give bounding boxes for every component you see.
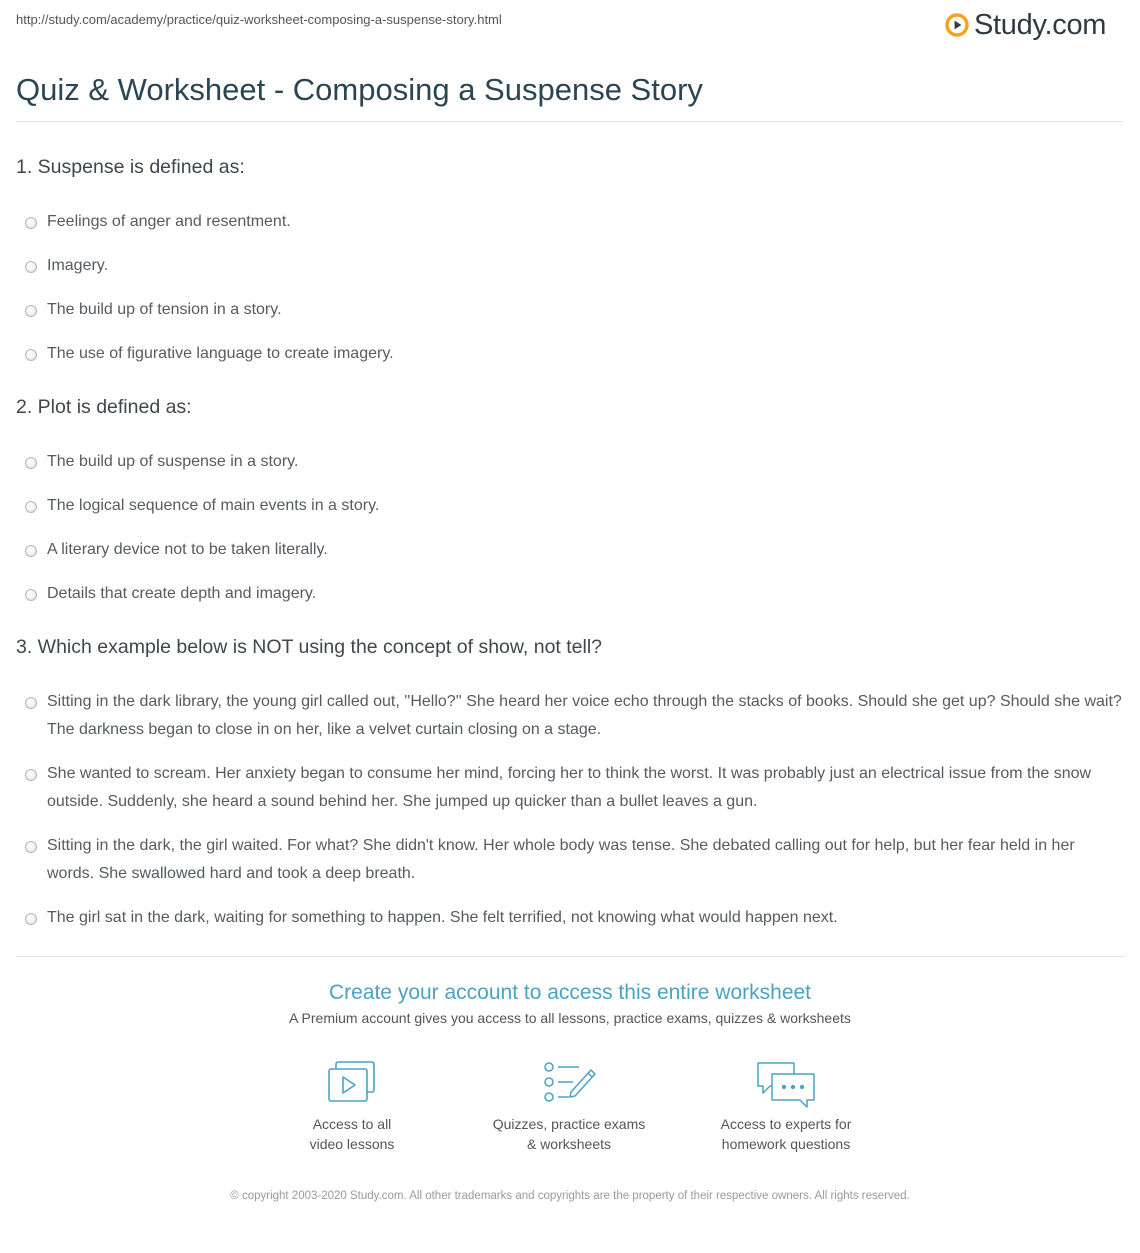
feature-text-line: & worksheets [526,1136,612,1152]
question-1 [16,154,1124,368]
answer-option[interactable] [16,252,1124,280]
question-3 [16,634,1124,932]
cta-subtitle: A Premium account gives you access to all lessons, practice exams, quizzes & worksheets [289,1010,851,1026]
question-heading: 1. Suspense is defined as: [16,156,245,178]
radio-button[interactable] [25,349,37,361]
radio-button[interactable] [25,457,37,469]
study-logo[interactable] [945,8,1106,42]
page-title: Quiz & Worksheet - Composing a Suspense Story [16,72,703,107]
copyright-footer: © copyright 2003-2020 Study.com. All other trademarks and copyrights are the property of their respective owners. All rights reserved. [230,1190,910,1202]
answer-text: The use of figurative language to create imagery. [47,345,394,362]
answer-option[interactable] [16,340,1124,368]
answer-text: The build up of suspense in a story. [47,453,299,470]
title-divider [16,121,1124,122]
video-lessons-icon [326,1060,378,1104]
answer-option[interactable] [16,492,1124,520]
radio-button[interactable] [25,501,37,513]
play-circle-icon [945,13,969,37]
answer-text: She wanted to scream. Her anxiety began to consume her mind, forcing her to think the worst. It was probably just an electrical issue from the snow outside. Suddenly, she heard a sound behind her. She jumped up quicker than a bullet leaves a gun. [47,765,1092,810]
answer-option[interactable] [16,832,1124,888]
answer-text: The logical sequence of main events in a story. [47,497,380,514]
feature-text-line: Access to all [312,1116,392,1132]
quiz-checklist-icon [541,1060,597,1104]
feature-quizzes [469,1060,669,1154]
answer-options [16,448,1124,608]
radio-button[interactable] [25,913,37,925]
answer-option[interactable] [16,580,1124,608]
answer-text: Imagery. [47,257,109,274]
answer-option[interactable] [16,448,1124,476]
chat-bubbles-icon [754,1060,818,1110]
answer-option[interactable] [16,760,1124,816]
page-url: http://study.com/academy/practice/quiz-worksheet-composing-a-suspense-story.html [16,12,502,27]
premium-cta [16,978,1124,1028]
radio-button[interactable] [25,841,37,853]
radio-button[interactable] [25,589,37,601]
answer-option[interactable] [16,688,1124,744]
answer-options [16,208,1124,368]
answer-text: The girl sat in the dark, waiting for something to happen. She felt terrified, not knowing what would happen next. [47,909,838,926]
logo-text: Study.com [974,9,1107,41]
radio-button[interactable] [25,217,37,229]
cta-divider [16,956,1124,957]
answer-text: The build up of tension in a story. [47,301,282,318]
answer-option[interactable] [16,296,1124,324]
radio-button[interactable] [25,305,37,317]
radio-button[interactable] [25,697,37,709]
cta-title[interactable]: Create your account to access this entire worksheet [328,981,812,1004]
question-2 [16,394,1124,608]
feature-text-line: Quizzes, practice exams [492,1116,646,1132]
feature-text-line: homework questions [721,1136,851,1152]
answer-text: Sitting in the dark library, the young girl called out, ''Hello?'' She heard her voice echo through the stacks of books. Should she get up? Should she wait? The darkness began to close in on her, like a velvet curtain closing on a stage. [47,693,1122,738]
answer-option[interactable] [16,208,1124,236]
answer-text: A literary device not to be taken literally. [47,541,328,558]
answer-text: Feelings of anger and resentment. [47,213,291,230]
answer-option[interactable] [16,904,1124,932]
answer-option[interactable] [16,536,1124,564]
question-heading: 2. Plot is defined as: [16,396,192,418]
feature-experts [686,1060,886,1154]
feature-text-line: video lessons [309,1136,395,1152]
question-heading: 3. Which example below is NOT using the concept of show, not tell? [16,636,603,658]
radio-button[interactable] [25,769,37,781]
radio-button[interactable] [25,545,37,557]
feature-video-lessons [252,1060,452,1154]
radio-button[interactable] [25,261,37,273]
answer-options [16,688,1124,932]
answer-text: Sitting in the dark, the girl waited. For what? She didn't know. Her whole body was tense. She debated calling out for help, but her fear held in her words. She swallowed hard and took a deep breath. [47,837,1075,882]
feature-text-line: Access to experts for [720,1116,852,1132]
answer-text: Details that create depth and imagery. [47,585,317,602]
